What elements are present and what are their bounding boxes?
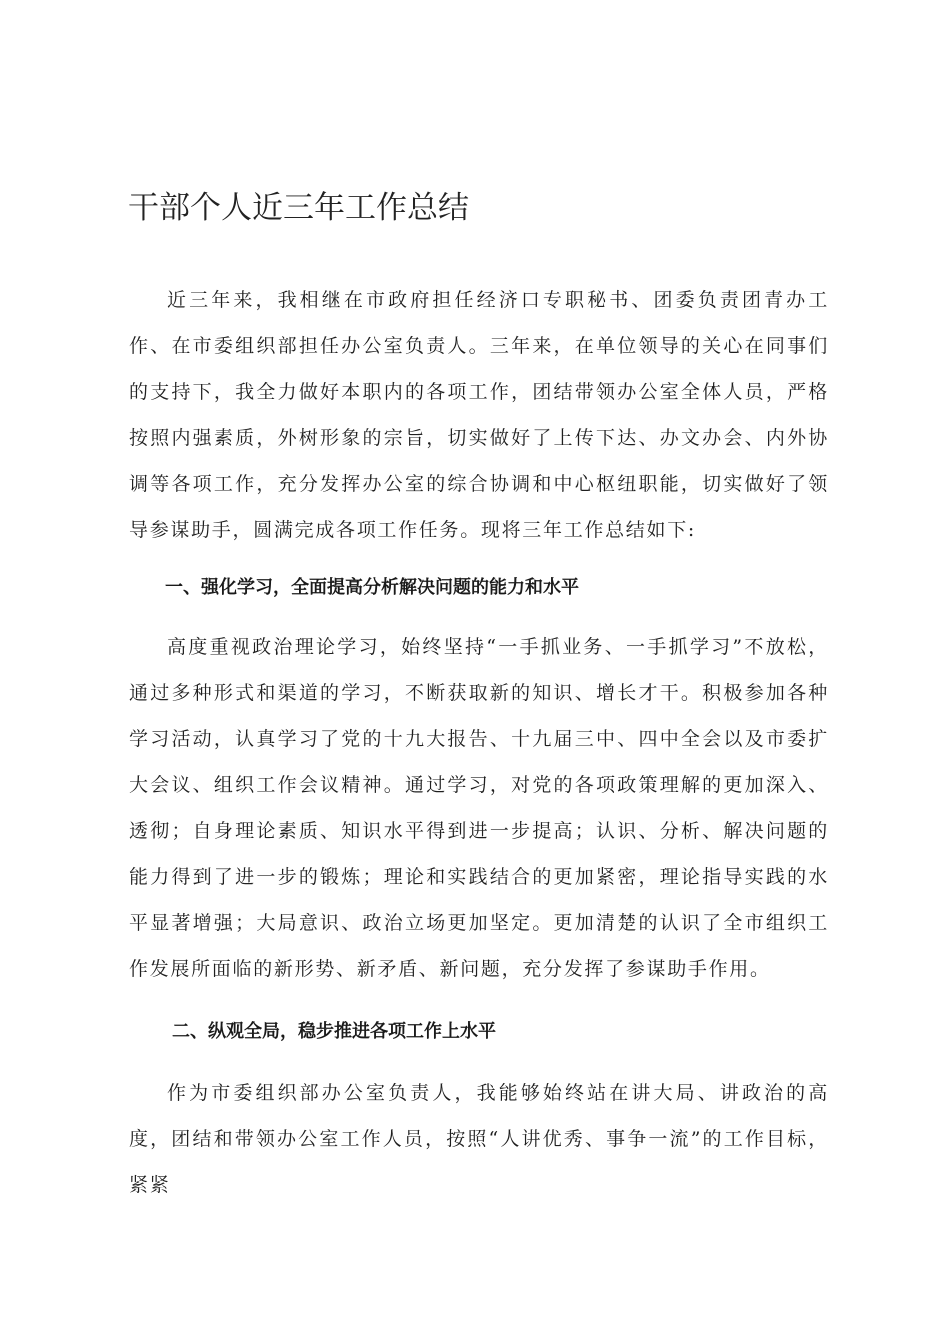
intro-paragraph: 近三年来，我相继在市政府担任经济口专职秘书、团委负责团青办工作、在市委组织部担任办公室负责人。三年来，在单位领导的关心在同事们的支持下，我全力做好本职内的各项工作，团结带领办公室全体人员，严格按照内强素质，外树形象的宗旨，切实做好了上传下达、办文办会、内外协调等各项工作，充分发挥办公室的综合协调和中心枢纽职能，切实做好了领导参谋助手，圆满完成各项工作任务。现将三年工作总结如下:	[129, 289, 829, 541]
section-heading-1: 一、强化学习，全面提高分析解决问题的能力和水平	[165, 577, 579, 598]
section-paragraph-1: 高度重视政治理论学习，始终坚持“一手抓业务、一手抓学习”不放松，通过多种形式和渠道的学习，不断获取新的知识、增长才干。积极参加各种学习活动，认真学习了党的十九大报告、十九届三中、四中全会以及市委扩大会议、组织工作会议精神。通过学习，对党的各项政策理解的更加深入、透彻；自身理论素质、知识水平得到进一步提高；认识、分析、解决问题的能力得到了进一步的锻炼；理论和实践结合的更加紧密，理论指导实践的水平显著增强；大局意识、政治立场更加坚定。更加清楚的认识了全市组织工作发展所面临的新形势、新矛盾、新问题，充分发挥了参谋助手作用。	[129, 636, 829, 980]
section-paragraph-2: 作为市委组织部办公室负责人，我能够始终站在讲大局、讲政治的高度，团结和带领办公室工作人员，按照“人讲优秀、事争一流”的工作目标，紧紧	[129, 1082, 829, 1196]
document-title: 干部个人近三年工作总结	[128, 190, 469, 226]
section-heading-2: 二、纵观全局，稳步推进各项工作上水平	[172, 1021, 496, 1042]
